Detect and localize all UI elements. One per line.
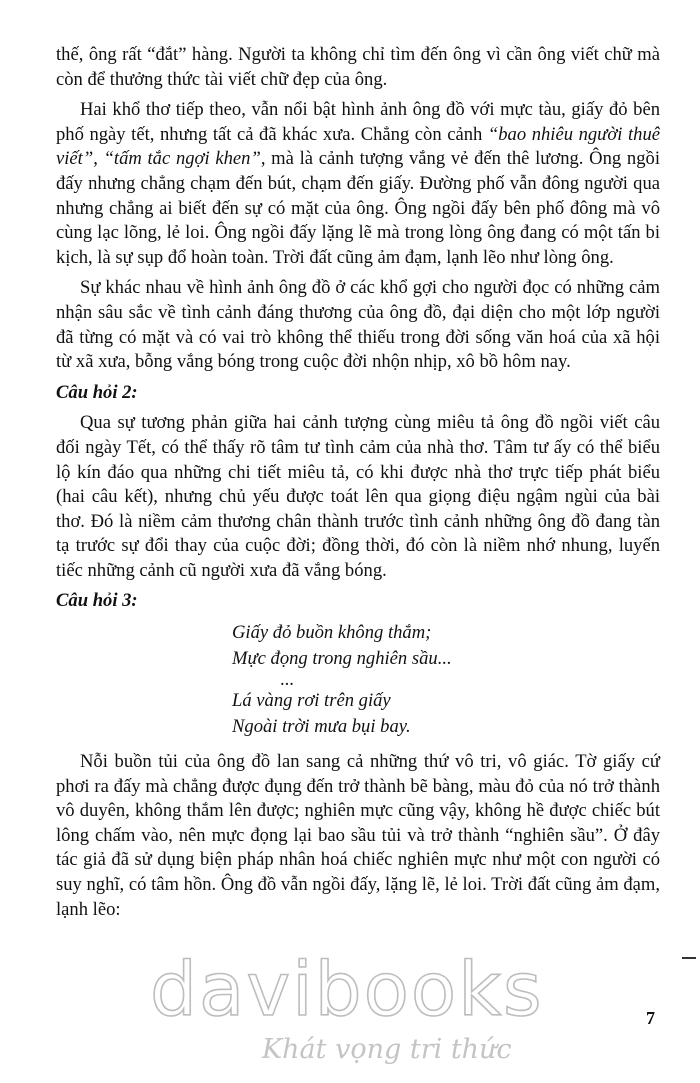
poem-excerpt [232, 620, 660, 740]
paragraph-question-3: Nỗi buồn tủi của ông đồ lan sang cả những thứ vô tri, vô giác. Tờ giấy cứ phơi ra đấy mà chẳng được đụng đến trở thành bẽ bàng, màu đỏ của nó trở thành vô duyên, không thắm lên được; nghiên mực cũng vậy, không hề được chiếc bút lông chấm vào, nên mực đọng lại bao sầu tủi và trở thành “nghiên sầu”. Ở đây tác giả đã sử dụng biện pháp nhân hoá chiếc nghiên mực như một con người có suy nghĩ, có tâm hồn. Ông đồ vẫn ngồi đấy, lặng lẽ, lẻ loi. Trời đất cũng ảm đạm, lạnh lẽo: [56, 751, 660, 920]
page-number: 7 [646, 1008, 655, 1028]
poem-line: Giấy đỏ buồn không thắm; [232, 622, 432, 644]
poem-line: Ngoài trời mưa bụi bay. [232, 716, 411, 738]
quote-thue-viet: “bao nhiêu người thuê viết” [56, 123, 660, 170]
watermark-brand: davibooks [150, 947, 544, 1033]
quote-separator: , [93, 148, 104, 170]
poem-line: Lá vàng rơi trên giấy [232, 690, 391, 712]
poem-ellipsis: ... [280, 669, 294, 691]
paragraph-question-2: Qua sự tương phản giữa hai cảnh tượng cùng miêu tả ông đồ ngồi viết câu đối ngày Tết, có thể thấy rõ tâm tư tình cảm của nhà thơ. Tâm tư ấy có thể biểu lộ kín đáo qua những chi tiết miêu tả, có khi được nhà thơ trực tiếp phát biểu (hai câu kết), nhưng chủ yếu được toát lên qua giọng điệu ngậm ngùi của bài thơ. Đó là niềm cảm thương chân thành trước tình cảnh những ông đồ đang tàn tạ trước sự đổi thay của cuộc đời; đồng thời, đó còn là niềm nhớ nhung, luyến tiếc những cảnh cũ người xưa đã vắng bóng. [56, 412, 660, 581]
watermark-slogan: Khát vọng tri thức [262, 1034, 512, 1065]
watermark-logo [150, 947, 570, 1065]
paragraph-second-stanzas [56, 98, 660, 270]
quote-ngoi-khen: “tấm tắc ngợi khen” [103, 148, 261, 170]
body-text [56, 43, 660, 928]
margin-mark [682, 957, 696, 959]
paragraph-difference: Sự khác nhau về hình ảnh ông đồ ở các khổ gợi cho người đọc có những cảm nhận sâu sắc về tình cảnh đáng thương của ông đồ, đại diện cho một lớp người đã từng có mặt và có vai trò không thể thiếu trong đời sống văn hoá của xã hội từ xã xưa, bỗng vắng bóng trong cuộc đời nhộn nhịp, xô bồ hôm nay. [56, 277, 660, 373]
paragraph-text: , mà là cảnh tượng vắng vẻ đến thê lương. Ông ngồi đấy nhưng chẳng chạm đến bút, chạm đến giấy. Đường phố vẫn đông người qua nhưng chẳng ai biết đến sự có mặt của ông. Ông ngồi đấy bên phố đông mà vô cùng lạc lõng, lẻ loi. Ông ngồi đấy lặng lẽ mà trong lòng ông đang có một tấn bi kịch, là sự sụp đổ hoàn toàn. Trời đất cũng ảm đạm, lạnh lẽo như lòng ông. [56, 148, 660, 268]
paragraph-text: Hai khổ thơ tiếp theo, vẫn nổi bật hình ảnh ông đồ với mực tàu, giấy đỏ bên phố ngày tết, nhưng tất cả đã khác xưa. Chẳng còn cảnh [56, 99, 660, 145]
poem-line: Mực đọng trong nghiên sầu... [232, 648, 452, 670]
paragraph-continuation: thế, ông rất “đắt” hàng. Người ta không chỉ tìm đến ông vì cần ông viết chữ mà còn để thưởng thức tài viết chữ đẹp của ông. [56, 44, 660, 90]
question-2-heading: Câu hỏi 2: [56, 381, 138, 403]
question-3-heading: Câu hỏi 3: [56, 590, 138, 612]
